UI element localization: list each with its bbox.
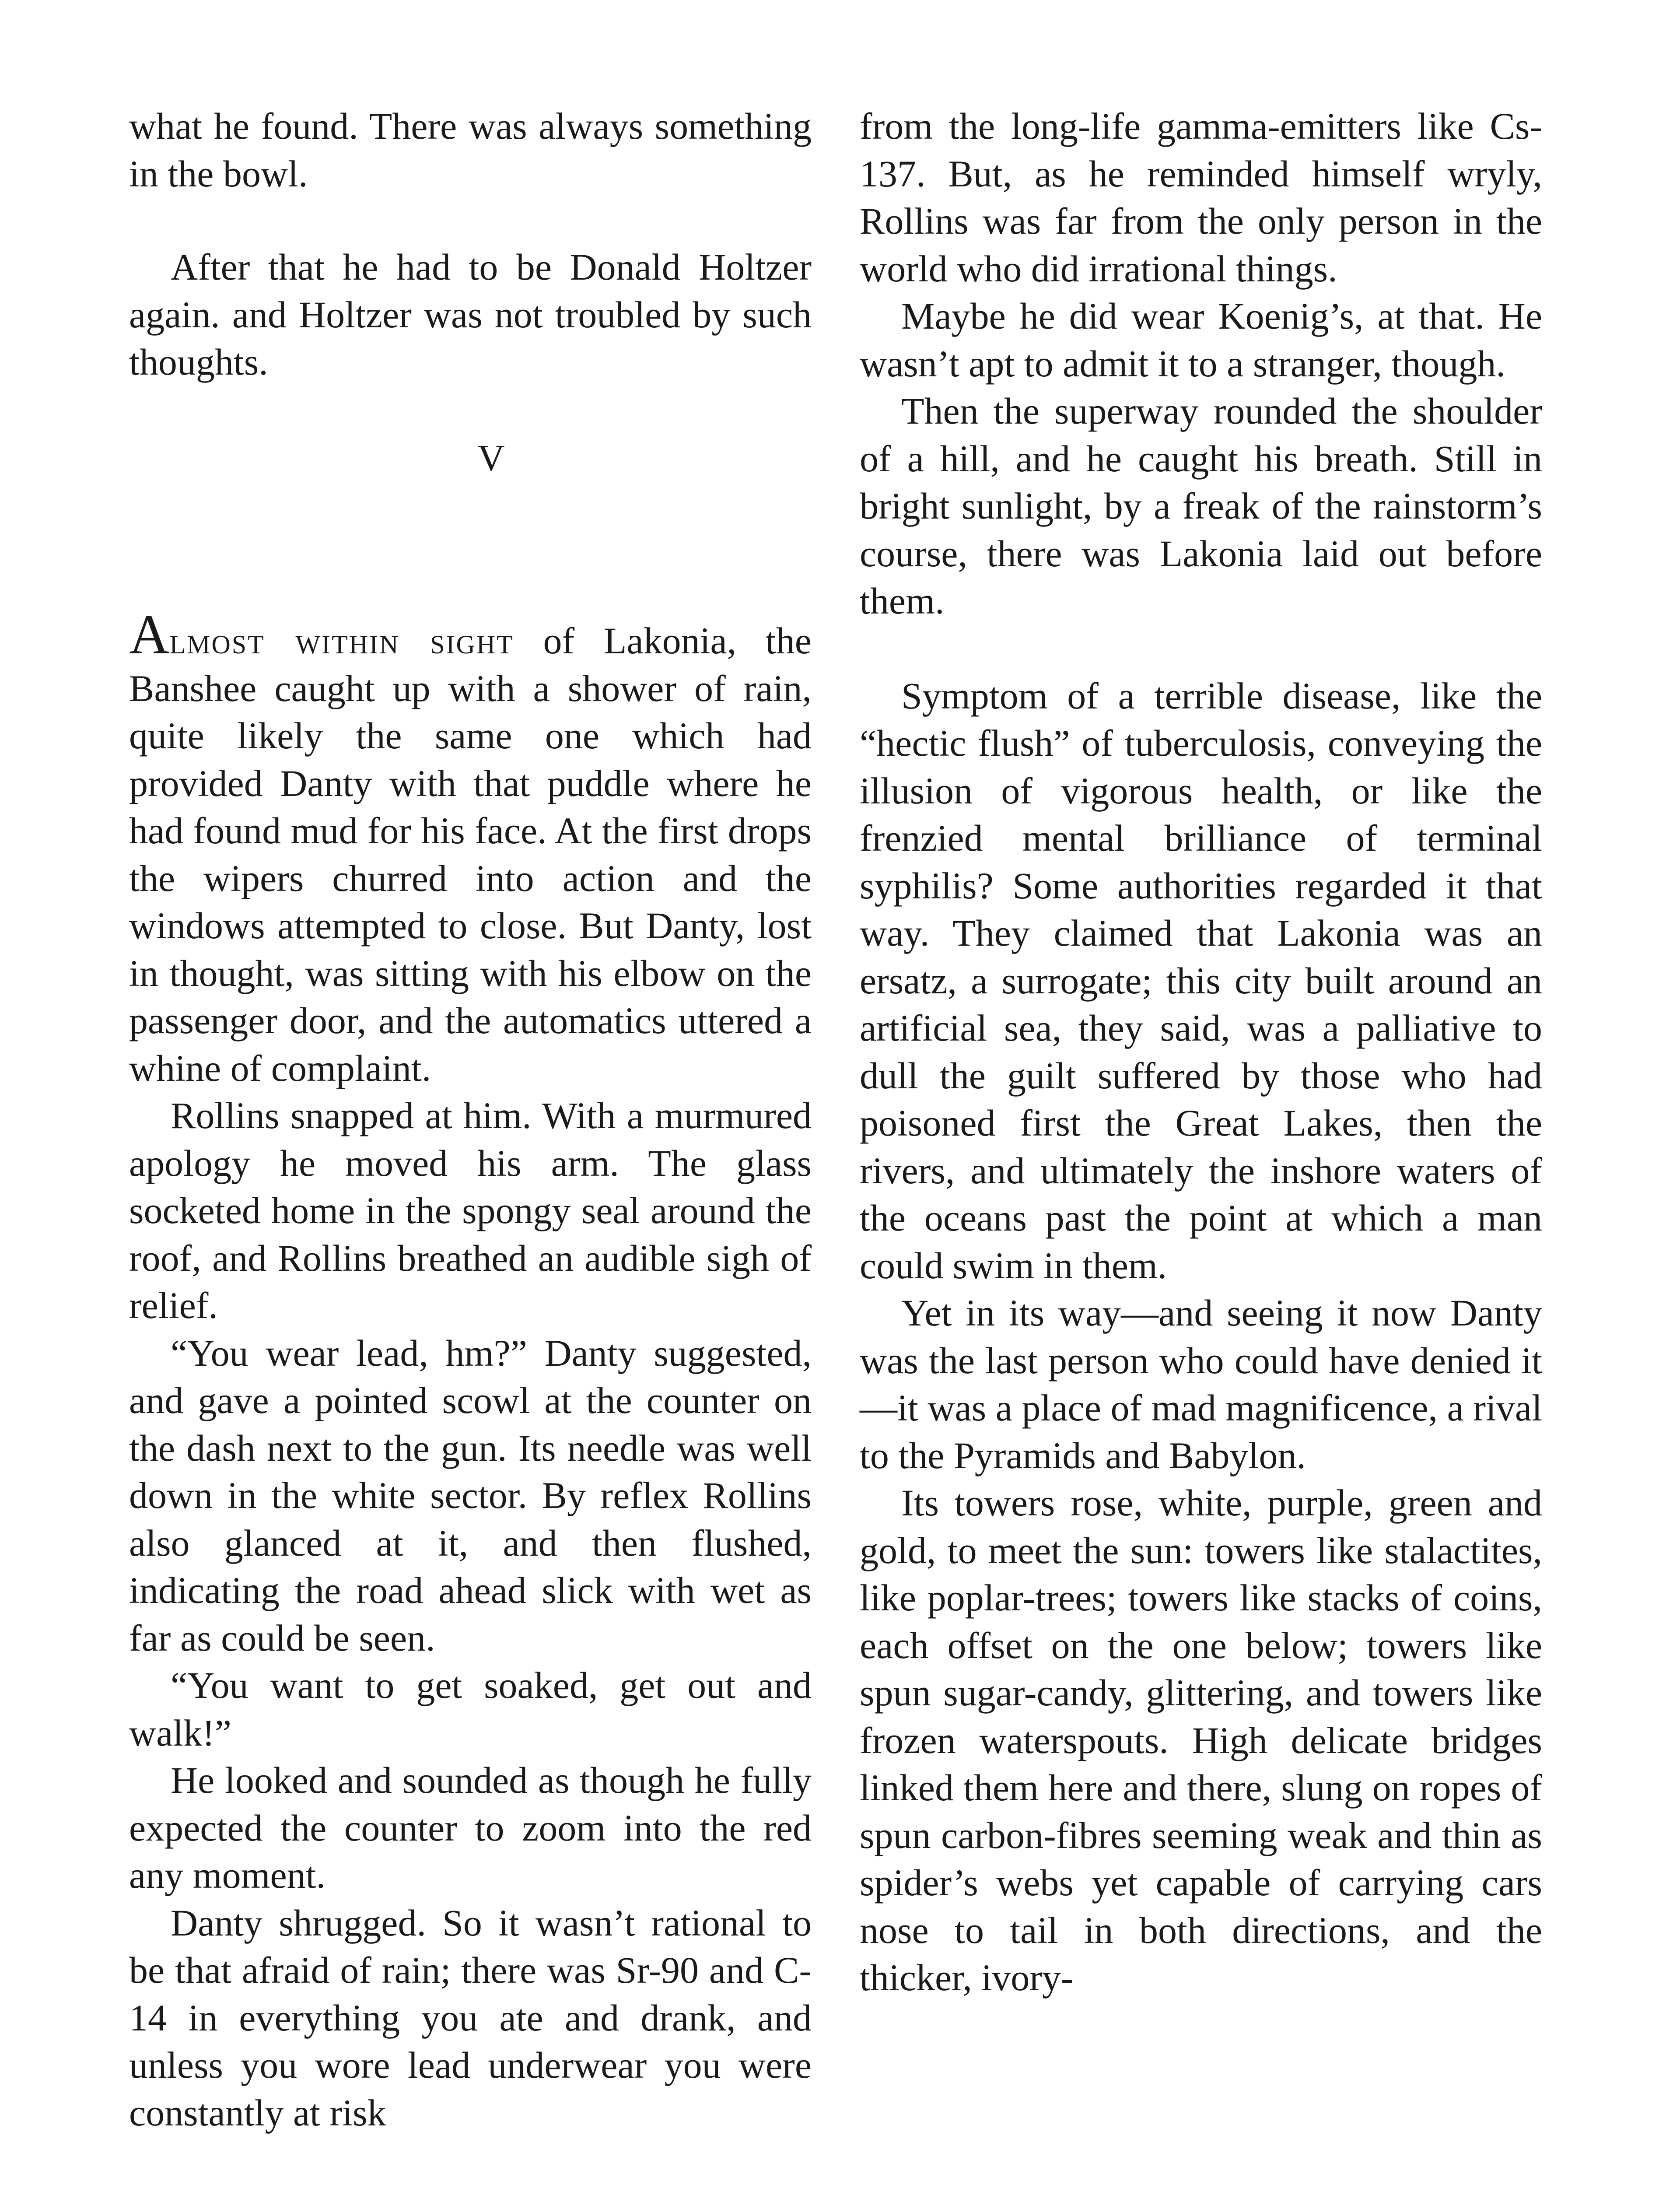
- paragraph: He looked and sounded as though he fully expected the counter to zoom into the red any moment.: [129, 1759, 812, 1896]
- drop-cap: A: [129, 603, 170, 666]
- paragraph: Yet in its way—and seeing it now Danty was the last person who could have denied it—it was a place of mad magnificence, a rival to the Pyramids and Babylon.: [860, 1292, 1542, 1476]
- right-column: [860, 102, 1542, 2002]
- section-gap: [129, 481, 812, 617]
- paragraph-gap: [860, 625, 1542, 672]
- paragraph: Danty shrugged. So it wasn’t rational to be that afraid of rain; there was Sr-90 and C-14 in everything you ate and drank, and unless you wore lead underwear you were constantly at risk: [129, 1901, 812, 2134]
- paragraph: Rollins snapped at him. With a murmured apology he moved his arm. The glass socketed home in the spongy seal around the roof, and Rollins breathed an audible sigh of relief.: [129, 1094, 812, 1326]
- section-numeral: V: [477, 436, 505, 479]
- paragraph: After that he had to be Donald Holtzer again. and Holtzer was not troubled by such thoughts.: [129, 246, 812, 383]
- paragraph: “You want to get soaked, get out and walk!”: [129, 1664, 812, 1754]
- paragraph: “You wear lead, hm?” Danty suggested, and gave a pointed scowl at the counter on the dash next to the gun. Its needle was well down in the white sector. By reflex Rollins also glanced at it, and then flushed, indicating the road ahead slick with wet as far as could be seen.: [129, 1332, 812, 1659]
- paragraph: Then the superway rounded the shoulder of a hill, and he caught his breath. Still in bright sunlight, by a freak of the rainstorm’s course, there was Lakonia laid out before them.: [860, 390, 1542, 622]
- paragraph: Maybe he did wear Koenig’s, at that. He wasn’t apt to admit it to a stranger, though.: [860, 295, 1542, 385]
- paragraph-text: of Lakonia, the Banshee caught up with a shower of rain, quite likely the same one which had provided Danty with that puddle where he had found mud for his face. At the first drops the wipers churred into action and the windows attempted to close. But Danty, lost in thought, was sitting with his elbow on the passenger door, and the automatics uttered a whine of complaint.: [129, 620, 812, 1089]
- section-opening-paragraph: [129, 603, 812, 1092]
- paragraph: Its towers rose, white, purple, green and gold, to meet the sun: towers like stalactites, like poplar-trees; towers like stacks of coins, each offset on the one below; towers like spun sugar-candy, glittering, and towers like frozen waterspouts. High delicate bridges linked them here and there, slung on ropes of spun carbon-fibres seeming weak and thin as spider’s webs yet capable of carrying cars nose to tail in both directions, and the thicker, ivory-: [860, 1482, 1542, 1999]
- paragraph: from the long-life gamma-emitters like Cs-137. But, as he reminded himself wryly, Rollins was far from the only person in the world who did irrational things.: [860, 105, 1542, 290]
- small-caps-lead: lmost within sight: [169, 620, 514, 662]
- paragraph: what he found. There was always something in the bowl.: [129, 105, 812, 195]
- paragraph: Symptom of a terrible disease, like the “hectic flush” of tuberculosis, conveying the illusion of vigorous health, or like the frenzied mental brilliance of terminal syphilis? Some authorities regarded it that way. They claimed that Lakonia was an ersatz, a surrogate; this city built around an artificial sea, they said, was a palliative to dull the guilt suffered by those who had poisoned first the Great Lakes, then the rivers, and ultimately the inshore waters of the oceans past the point at which a man could swim in them.: [860, 674, 1542, 1287]
- paragraph-gap: [129, 386, 812, 434]
- left-column: [129, 102, 812, 2136]
- paragraph-gap: [129, 197, 812, 243]
